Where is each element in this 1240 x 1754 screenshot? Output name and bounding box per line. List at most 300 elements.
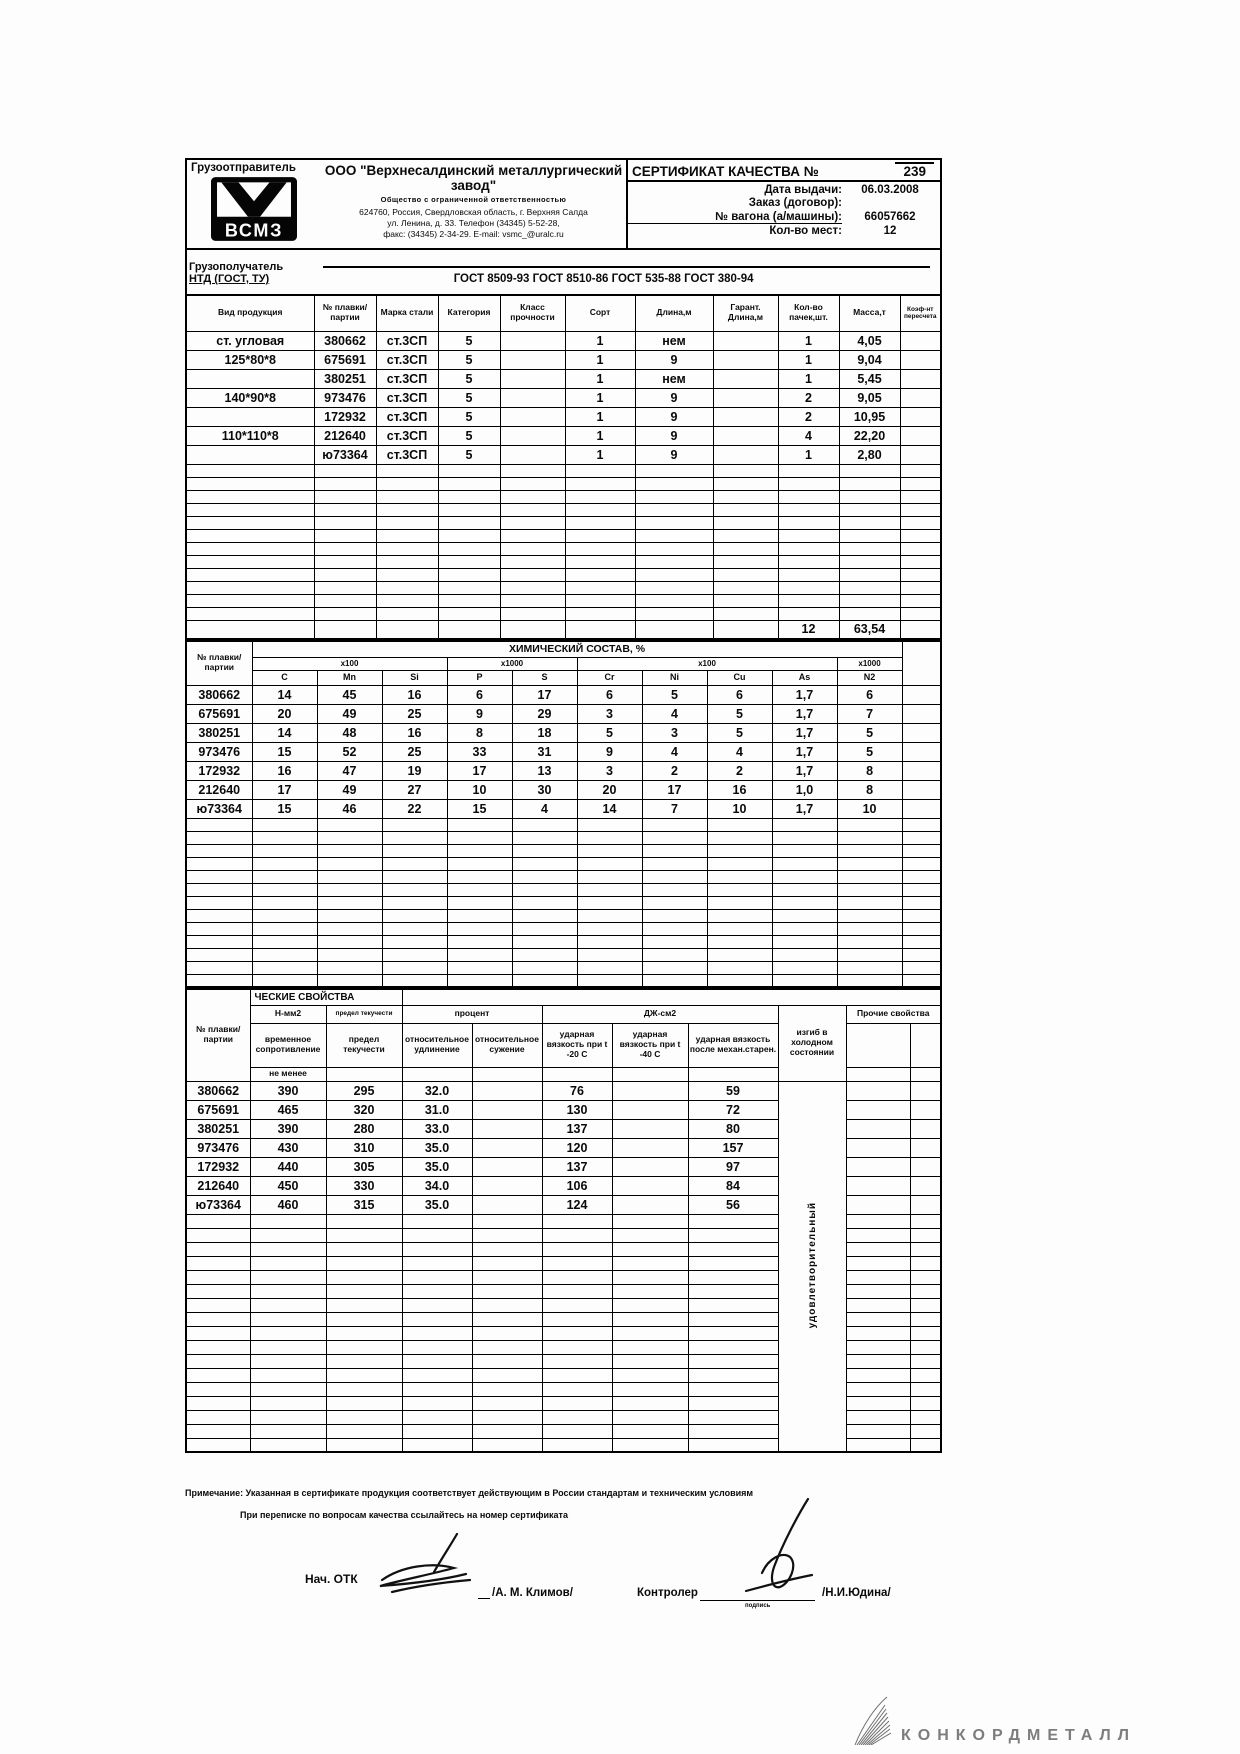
cell bbox=[250, 1270, 326, 1284]
cell bbox=[565, 464, 635, 477]
cell: ю73364 bbox=[186, 1195, 250, 1214]
cell bbox=[252, 883, 317, 896]
cell bbox=[542, 1340, 612, 1354]
cell bbox=[612, 1340, 688, 1354]
cell bbox=[565, 477, 635, 490]
cell bbox=[902, 704, 941, 723]
cell bbox=[910, 1340, 941, 1354]
cell bbox=[500, 350, 565, 369]
cell bbox=[839, 503, 900, 516]
cell bbox=[846, 1214, 910, 1228]
cell bbox=[778, 490, 839, 503]
cell: ст.3СП bbox=[376, 369, 438, 388]
cell bbox=[713, 490, 778, 503]
cell: 35.0 bbox=[402, 1195, 472, 1214]
mech-section-title: ЧЕСКИЕ СВОЙСТВА bbox=[250, 989, 402, 1005]
cell bbox=[902, 723, 941, 742]
column-header: предел текучести bbox=[326, 1023, 402, 1067]
cell bbox=[902, 896, 941, 909]
cell bbox=[252, 818, 317, 831]
cell bbox=[472, 1256, 542, 1270]
cell bbox=[846, 1424, 910, 1438]
cell: 27 bbox=[382, 780, 447, 799]
cell bbox=[186, 555, 314, 568]
cell bbox=[713, 464, 778, 477]
cell bbox=[900, 407, 941, 426]
cell: 1 bbox=[565, 350, 635, 369]
cell bbox=[707, 974, 772, 987]
field-value bbox=[842, 197, 938, 209]
cell bbox=[707, 831, 772, 844]
cell bbox=[376, 477, 438, 490]
cell: 295 bbox=[326, 1081, 402, 1100]
cell bbox=[713, 568, 778, 581]
cell bbox=[186, 870, 252, 883]
cell bbox=[500, 594, 565, 607]
cell bbox=[846, 1396, 910, 1410]
cell bbox=[900, 350, 941, 369]
blank-header bbox=[472, 1067, 542, 1081]
table-row bbox=[186, 685, 941, 704]
company-block bbox=[321, 160, 626, 248]
cell bbox=[186, 1312, 250, 1326]
cell bbox=[376, 620, 438, 639]
cell bbox=[846, 1354, 910, 1368]
cell: 8 bbox=[837, 780, 902, 799]
cell bbox=[688, 1326, 778, 1340]
table-row bbox=[186, 831, 941, 844]
cell: 172932 bbox=[186, 1157, 250, 1176]
table-row bbox=[186, 883, 941, 896]
cell: 973476 bbox=[186, 1138, 250, 1157]
table-row bbox=[186, 388, 941, 407]
cell bbox=[376, 490, 438, 503]
cell: ю73364 bbox=[186, 799, 252, 818]
cell: 125*80*8 bbox=[186, 350, 314, 369]
cell bbox=[688, 1256, 778, 1270]
cell: 4,05 bbox=[839, 331, 900, 350]
cell bbox=[512, 870, 577, 883]
cell bbox=[778, 607, 839, 620]
cell bbox=[910, 1100, 941, 1119]
cell bbox=[846, 1228, 910, 1242]
cell bbox=[402, 1410, 472, 1424]
cell: 212640 bbox=[314, 426, 376, 445]
consignor-block bbox=[187, 160, 321, 248]
cell bbox=[612, 1176, 688, 1195]
otk-label: Нач. ОТК bbox=[305, 1572, 358, 1586]
brand-fan-icon bbox=[845, 1695, 891, 1745]
cell bbox=[314, 490, 376, 503]
cell: 59 bbox=[688, 1081, 778, 1100]
cell: 330 bbox=[326, 1176, 402, 1195]
certificate-info-block bbox=[626, 160, 940, 248]
cell bbox=[910, 1214, 941, 1228]
cell: 9 bbox=[635, 350, 713, 369]
cell bbox=[186, 922, 252, 935]
column-header: ударная вязкость при t -20 С bbox=[542, 1023, 612, 1067]
cell: 460 bbox=[250, 1195, 326, 1214]
cell: 1 bbox=[778, 445, 839, 464]
cell bbox=[438, 477, 500, 490]
cell: 973476 bbox=[186, 742, 252, 761]
cell: 2 bbox=[707, 761, 772, 780]
cell bbox=[910, 1382, 941, 1396]
table-row bbox=[186, 818, 941, 831]
cell bbox=[688, 1214, 778, 1228]
cell bbox=[186, 407, 314, 426]
cell bbox=[186, 503, 314, 516]
cell bbox=[186, 516, 314, 529]
cell bbox=[577, 818, 642, 831]
controller-label: Контролер bbox=[637, 1587, 698, 1599]
blank-header bbox=[612, 1067, 688, 1081]
cell bbox=[186, 818, 252, 831]
cell bbox=[447, 857, 512, 870]
cell bbox=[500, 407, 565, 426]
table-row bbox=[186, 761, 941, 780]
cell bbox=[688, 1368, 778, 1382]
cell: 15 bbox=[252, 742, 317, 761]
signature-caption: подпись bbox=[745, 1603, 771, 1609]
cell bbox=[910, 1138, 941, 1157]
cell bbox=[900, 529, 941, 542]
cell: 18 bbox=[512, 723, 577, 742]
cell: 3 bbox=[577, 704, 642, 723]
cell bbox=[910, 1368, 941, 1382]
cell: нем bbox=[635, 331, 713, 350]
cell: 16 bbox=[382, 723, 447, 742]
cell bbox=[376, 568, 438, 581]
cell bbox=[713, 529, 778, 542]
cell bbox=[713, 407, 778, 426]
otk-name: /А. М. Климов/ bbox=[492, 1587, 573, 1599]
cell: 310 bbox=[326, 1138, 402, 1157]
controller-signature bbox=[728, 1495, 828, 1603]
cell: ю73364 bbox=[314, 445, 376, 464]
cell bbox=[902, 818, 941, 831]
cell bbox=[688, 1382, 778, 1396]
cell bbox=[688, 1396, 778, 1410]
cell bbox=[612, 1081, 688, 1100]
cell bbox=[472, 1157, 542, 1176]
cell bbox=[326, 1284, 402, 1298]
cell: нем bbox=[635, 369, 713, 388]
cell: 5,45 bbox=[839, 369, 900, 388]
cell bbox=[314, 542, 376, 555]
cell bbox=[688, 1284, 778, 1298]
cell: 140*90*8 bbox=[186, 388, 314, 407]
cell bbox=[250, 1298, 326, 1312]
cell bbox=[186, 974, 252, 987]
table-row bbox=[186, 974, 941, 987]
cell bbox=[447, 948, 512, 961]
cell: 5 bbox=[707, 704, 772, 723]
cell bbox=[250, 1368, 326, 1382]
cell: 33.0 bbox=[402, 1119, 472, 1138]
scale-header: x1000 bbox=[447, 657, 577, 670]
table-row bbox=[186, 844, 941, 857]
column-header: Кол-во пачек,шт. bbox=[778, 295, 839, 331]
cell bbox=[707, 922, 772, 935]
column-header: изгиб в холодном состоянии bbox=[778, 1005, 846, 1081]
cell bbox=[472, 1396, 542, 1410]
cell bbox=[839, 529, 900, 542]
cell bbox=[900, 369, 941, 388]
cell bbox=[447, 883, 512, 896]
cell bbox=[542, 1354, 612, 1368]
cell: 465 bbox=[250, 1100, 326, 1119]
cell: 450 bbox=[250, 1176, 326, 1195]
column-header: Сорт bbox=[565, 295, 635, 331]
cell bbox=[910, 1424, 941, 1438]
cell bbox=[438, 464, 500, 477]
cell bbox=[314, 581, 376, 594]
cell bbox=[402, 1284, 472, 1298]
cell bbox=[837, 974, 902, 987]
cell: 19 bbox=[382, 761, 447, 780]
cell bbox=[635, 542, 713, 555]
cell bbox=[707, 857, 772, 870]
brand-text: КОНКОРДМЕТАЛЛ bbox=[901, 1727, 1137, 1744]
cell bbox=[635, 607, 713, 620]
cell: 31 bbox=[512, 742, 577, 761]
cell bbox=[910, 1256, 941, 1270]
cell bbox=[900, 555, 941, 568]
note-line: При переписке по вопросам качества ссылайтесь на номер сертификата bbox=[240, 1510, 568, 1520]
cell: 9 bbox=[635, 426, 713, 445]
cell bbox=[837, 935, 902, 948]
cell bbox=[846, 1119, 910, 1138]
cell: 14 bbox=[577, 799, 642, 818]
cell: 29 bbox=[512, 704, 577, 723]
cell bbox=[402, 1242, 472, 1256]
cell bbox=[910, 1326, 941, 1340]
cell: 1,7 bbox=[772, 685, 837, 704]
column-header: Гарант. Длина,м bbox=[713, 295, 778, 331]
cell bbox=[837, 870, 902, 883]
cell: 7 bbox=[837, 704, 902, 723]
cell bbox=[438, 490, 500, 503]
cell bbox=[642, 857, 707, 870]
cell bbox=[317, 948, 382, 961]
cell: 1 bbox=[565, 369, 635, 388]
cell bbox=[326, 1340, 402, 1354]
table-row bbox=[186, 542, 941, 555]
cell bbox=[902, 831, 941, 844]
cell bbox=[186, 1284, 250, 1298]
cell bbox=[382, 935, 447, 948]
cell bbox=[376, 542, 438, 555]
cell bbox=[472, 1176, 542, 1195]
cell bbox=[186, 477, 314, 490]
cell: 46 bbox=[317, 799, 382, 818]
cell bbox=[688, 1270, 778, 1284]
cell bbox=[512, 935, 577, 948]
cell: 16 bbox=[382, 685, 447, 704]
blank-header bbox=[910, 1067, 941, 1081]
cell bbox=[326, 1326, 402, 1340]
cell bbox=[778, 516, 839, 529]
cell: 10,95 bbox=[839, 407, 900, 426]
cell bbox=[846, 1256, 910, 1270]
cell bbox=[635, 490, 713, 503]
cell bbox=[500, 369, 565, 388]
cell: 1 bbox=[565, 388, 635, 407]
cell: 80 bbox=[688, 1119, 778, 1138]
cell: 5 bbox=[837, 723, 902, 742]
cell bbox=[846, 1340, 910, 1354]
cell: 25 bbox=[382, 704, 447, 723]
cell bbox=[612, 1214, 688, 1228]
column-header: Вид продукция bbox=[186, 295, 314, 331]
cell bbox=[382, 818, 447, 831]
cell bbox=[565, 581, 635, 594]
cell bbox=[846, 1410, 910, 1424]
cell bbox=[846, 1298, 910, 1312]
cell bbox=[902, 799, 941, 818]
cell bbox=[839, 490, 900, 503]
cell bbox=[186, 529, 314, 542]
cell bbox=[314, 516, 376, 529]
table-row bbox=[186, 426, 941, 445]
cell bbox=[186, 607, 314, 620]
cell bbox=[707, 896, 772, 909]
cert-field-row bbox=[628, 182, 940, 196]
cell bbox=[438, 529, 500, 542]
cell bbox=[472, 1312, 542, 1326]
cell bbox=[512, 844, 577, 857]
table-row bbox=[186, 407, 941, 426]
cell bbox=[772, 896, 837, 909]
cell bbox=[186, 844, 252, 857]
cell bbox=[688, 1298, 778, 1312]
note-header: не менее bbox=[250, 1067, 326, 1081]
cell bbox=[252, 896, 317, 909]
cell bbox=[186, 831, 252, 844]
cell: 10 bbox=[447, 780, 512, 799]
cell: 3 bbox=[642, 723, 707, 742]
group-header: Прочие свойства bbox=[846, 1005, 941, 1023]
chemical-table bbox=[185, 640, 942, 988]
table-row bbox=[186, 607, 941, 620]
cell bbox=[635, 477, 713, 490]
cell bbox=[642, 831, 707, 844]
table-row bbox=[186, 331, 941, 350]
cell bbox=[612, 1326, 688, 1340]
cell bbox=[500, 542, 565, 555]
cell: 16 bbox=[707, 780, 772, 799]
product-header-row bbox=[186, 295, 941, 331]
blank-header bbox=[902, 641, 941, 685]
cell bbox=[186, 1396, 250, 1410]
cell: 5 bbox=[438, 407, 500, 426]
cell bbox=[902, 974, 941, 987]
cell bbox=[910, 1438, 941, 1452]
cell: 380251 bbox=[186, 1119, 250, 1138]
blank-header bbox=[846, 1023, 910, 1067]
cell bbox=[778, 464, 839, 477]
cell bbox=[250, 1312, 326, 1326]
cell bbox=[438, 620, 500, 639]
cell bbox=[837, 844, 902, 857]
element-header: P bbox=[447, 670, 512, 685]
cell bbox=[688, 1312, 778, 1326]
blank-header bbox=[688, 1067, 778, 1081]
cell bbox=[186, 369, 314, 388]
column-header: Категория bbox=[438, 295, 500, 331]
cell bbox=[900, 464, 941, 477]
cell bbox=[565, 594, 635, 607]
cell: 17 bbox=[252, 780, 317, 799]
cell: 33 bbox=[447, 742, 512, 761]
cert-field-row bbox=[628, 224, 940, 238]
cell bbox=[382, 896, 447, 909]
cell bbox=[542, 1270, 612, 1284]
cell bbox=[910, 1284, 941, 1298]
cell bbox=[910, 1354, 941, 1368]
unit-header: Н-мм2 bbox=[250, 1005, 326, 1023]
cell bbox=[846, 1368, 910, 1382]
cell bbox=[447, 974, 512, 987]
cell bbox=[577, 974, 642, 987]
otk-signature bbox=[362, 1528, 482, 1598]
cell bbox=[500, 620, 565, 639]
cell bbox=[326, 1410, 402, 1424]
cell bbox=[472, 1214, 542, 1228]
cell bbox=[382, 974, 447, 987]
cell: 110*110*8 bbox=[186, 426, 314, 445]
cell bbox=[778, 503, 839, 516]
cell bbox=[186, 581, 314, 594]
cell bbox=[900, 477, 941, 490]
element-header: Cr bbox=[577, 670, 642, 685]
cell: 63,54 bbox=[839, 620, 900, 639]
column-header: ударная вязкость при t -40 С bbox=[612, 1023, 688, 1067]
cell bbox=[635, 529, 713, 542]
cell bbox=[707, 818, 772, 831]
cell bbox=[707, 870, 772, 883]
cell bbox=[707, 961, 772, 974]
address-line: 624760, Россия, Свердловская область, г. Верхняя Салда bbox=[359, 207, 588, 218]
cell bbox=[837, 883, 902, 896]
cell: 380662 bbox=[186, 685, 252, 704]
column-header: № плавки/ партии bbox=[314, 295, 376, 331]
cell bbox=[186, 1410, 250, 1424]
cell bbox=[500, 445, 565, 464]
element-header: S bbox=[512, 670, 577, 685]
cell: 12 bbox=[778, 620, 839, 639]
blank-header bbox=[846, 1067, 910, 1081]
cell bbox=[438, 555, 500, 568]
cell bbox=[846, 1138, 910, 1157]
cell bbox=[472, 1100, 542, 1119]
cell: 1,7 bbox=[772, 704, 837, 723]
cell: 2 bbox=[778, 407, 839, 426]
cell bbox=[447, 896, 512, 909]
table-row bbox=[186, 896, 941, 909]
cell bbox=[542, 1438, 612, 1452]
cell bbox=[500, 331, 565, 350]
cell bbox=[402, 1228, 472, 1242]
cell: 172932 bbox=[186, 761, 252, 780]
cell bbox=[565, 568, 635, 581]
cell: 52 bbox=[317, 742, 382, 761]
cell bbox=[326, 1298, 402, 1312]
certificate-title-row bbox=[628, 160, 940, 182]
cell bbox=[326, 1242, 402, 1256]
cell bbox=[910, 1270, 941, 1284]
